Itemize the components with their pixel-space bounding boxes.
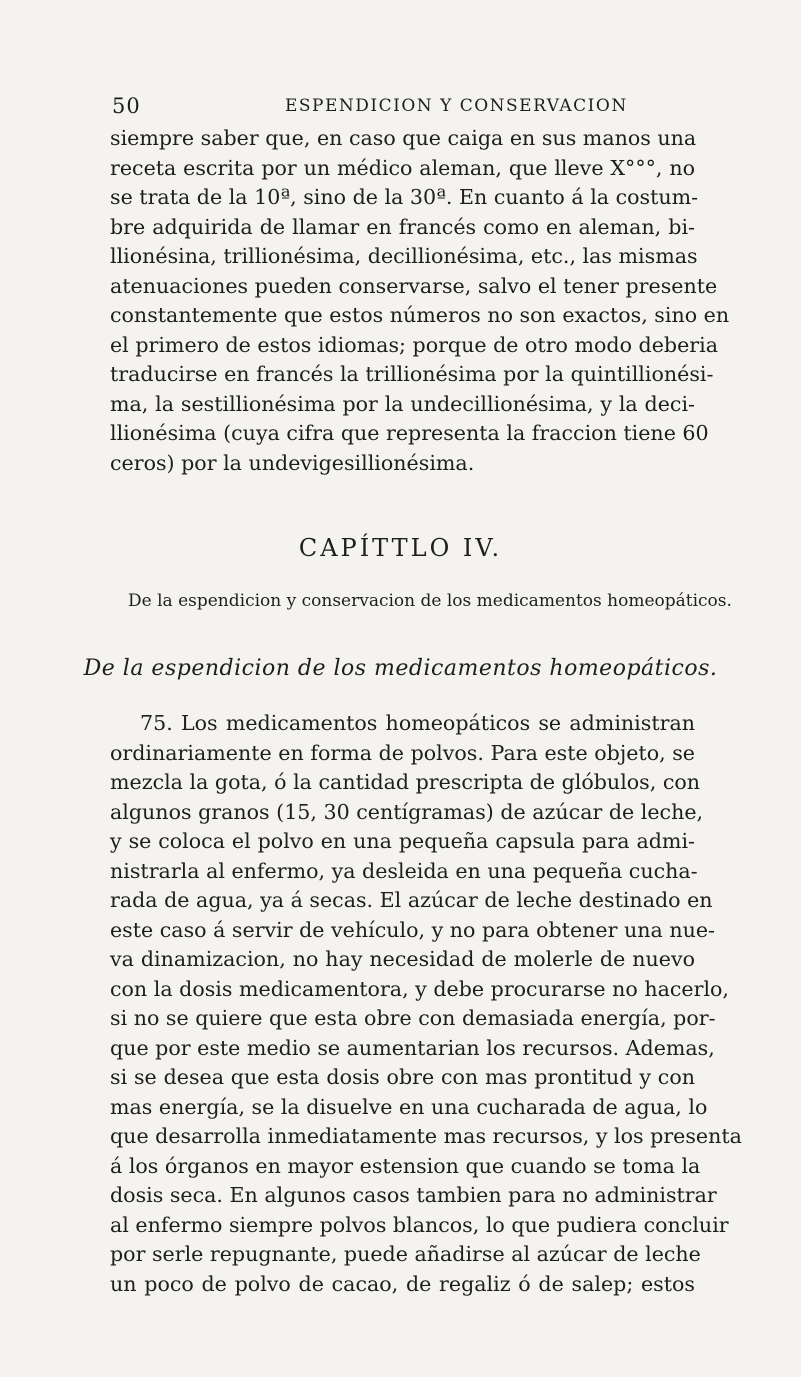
text-line: si se desea que esta dosis obre con mas prontitud y con <box>110 1065 695 1089</box>
chapter-summary: De la espendicion y conservacion de los medicamentos homeopáticos. <box>128 591 732 611</box>
text-line: con la dosis medicamentora, y debe procurarse no hacerlo, <box>110 976 729 1001</box>
text-line: llionésima (cuya cifra que representa la fraccion tiene 60 <box>110 421 709 445</box>
running-head: ESPENDICION Y CONSERVACION <box>285 96 628 116</box>
text-line: siempre saber que, en caso que caiga en sus manos una <box>110 126 697 150</box>
text-line: que por este medio se aumentarian los recursos. Ademas, <box>110 1035 715 1060</box>
text-line: que desarrolla inmediatamente mas recursos, y los presenta <box>110 1124 742 1148</box>
text-line: algunos granos (15, 30 centígramas) de azúcar de leche, <box>110 799 704 824</box>
text-line: nistrarla al enfermo, ya desleida en una pequeña cucha- <box>110 858 698 883</box>
text-line: rada de agua, ya á secas. El azúcar de leche destinado en <box>110 888 713 912</box>
text-line: este caso á servir de vehículo, y no para obtener una nue- <box>110 917 716 942</box>
chapter-heading: CAPÍTTLO IV. <box>298 534 503 562</box>
text-line: atenuaciones pueden conservarse, salvo el tener presente <box>110 273 718 298</box>
text-line: á los órganos en mayor estension que cuando se toma la <box>110 1153 701 1178</box>
text-line: va dinamizacion, no hay necesidad de molerle de nuevo <box>110 947 695 971</box>
text-line: y se coloca el polvo en una pequeña capsula para admi- <box>110 829 695 853</box>
text-line: ma, la sestillionésima por la undecillionésima, y la deci- <box>110 391 695 416</box>
text-line: ceros) por la undevigesillionésima. <box>110 450 475 475</box>
text-line: receta escrita por un médico aleman, que lleve X°°°, no <box>110 155 695 180</box>
page-number: 50 <box>112 94 141 118</box>
text-line: mezcla la gota, ó la cantidad prescripta de glóbulos, con <box>110 770 701 794</box>
text-line: mas energía, se la disuelve en una cucharada de agua, lo <box>110 1094 708 1119</box>
page-header <box>112 94 692 124</box>
text-line: por serle repugnante, puede añadirse al azúcar de leche <box>110 1242 701 1266</box>
text-line: llionésina, trillionésima, decillionésima, etc., las mismas <box>110 244 698 268</box>
paragraph-75 <box>110 709 742 1299</box>
text-line: ordinariamente en forma de polvos. Para este objeto, se <box>110 740 695 765</box>
text-line: 75. Los medicamentos homeopáticos se administran <box>140 711 695 735</box>
text-line: traducirse en francés la trillionésima por la quintillionési- <box>110 362 714 386</box>
text-line: si no se quiere que esta obre con demasiada energía, por- <box>110 1006 716 1030</box>
text-line: un poco de polvo de cacao, de regaliz ó de salep; estos <box>110 1271 695 1296</box>
text-line: se trata de la 10ª, sino de la 30ª. En cuanto á la costum- <box>110 185 699 209</box>
text-line: el primero de estos idiomas; porque de otro modo deberia <box>110 332 718 357</box>
text-line: constantemente que estos números no son exactos, sino en <box>110 303 730 327</box>
paragraph-continued <box>110 124 730 478</box>
text-line: bre adquirida de llamar en francés como en aleman, bi- <box>110 214 695 239</box>
text-line: dosis seca. En algunos casos tambien para no administrar <box>110 1183 717 1207</box>
section-title: De la espendicion de los medicamentos homeopáticos. <box>83 656 718 681</box>
text-line: al enfermo siempre polvos blancos, lo que pudiera concluir <box>110 1212 729 1237</box>
